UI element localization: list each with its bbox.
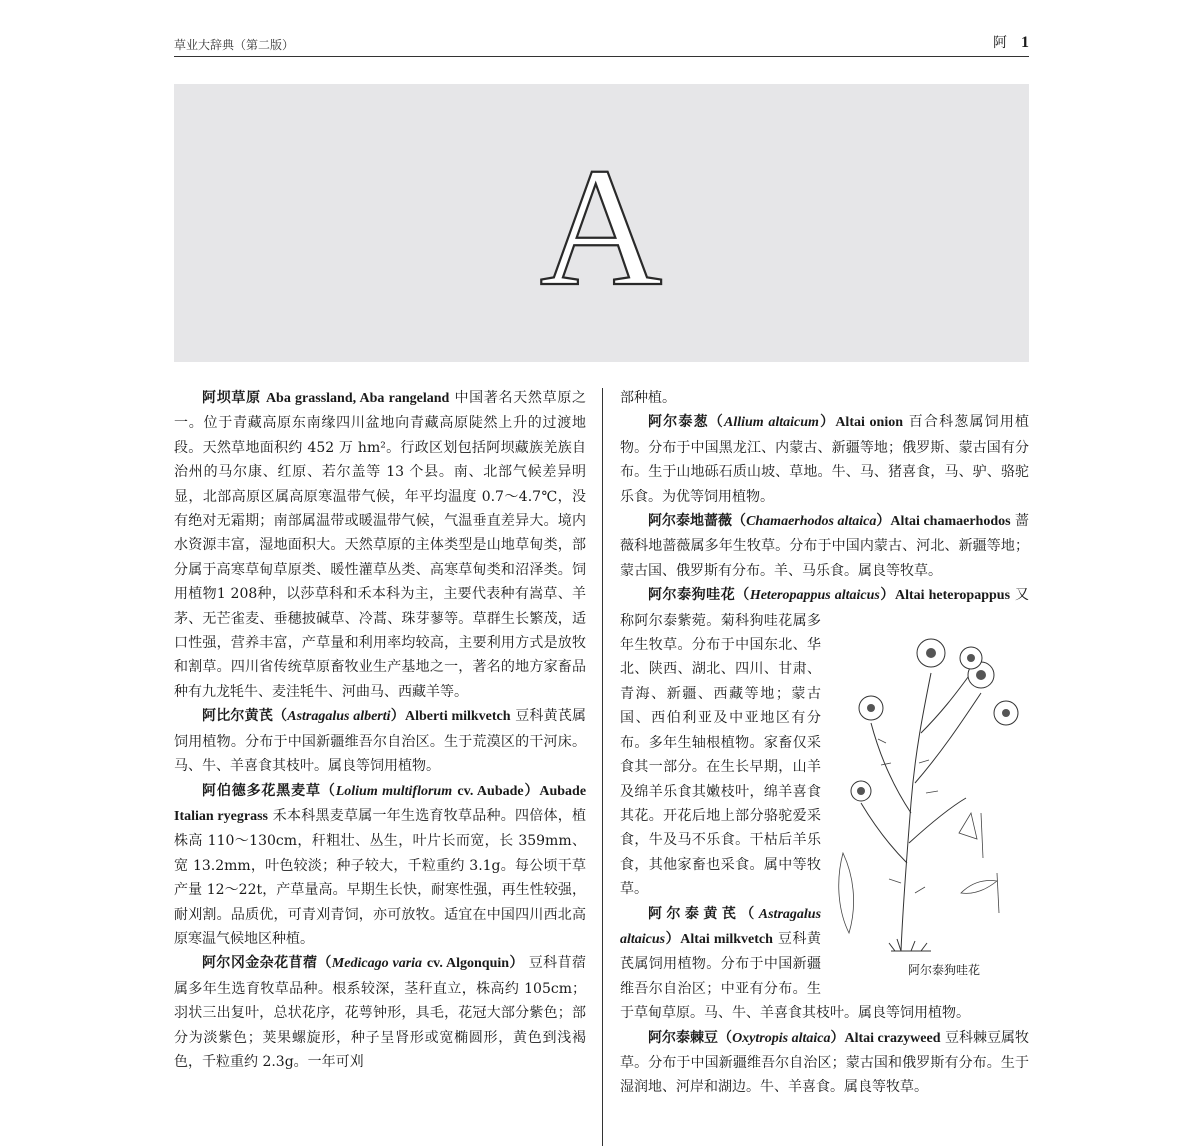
entry-alberti-milkvetch: 阿比尔黄芪（Astragalus alberti）Alberti milkvetch 豆科黄芪属饲用植物。分布于中国新疆维吾尔自治区。生于荒漠区的干河床。马、牛、羊喜食其枝叶。属良等饲用植物。 — [174, 708, 587, 775]
headword: 阿尔泰葱 — [648, 414, 709, 431]
figure-caption: 阿尔泰狗哇花 — [907, 962, 980, 977]
latin-name: Chamaerhodos altaica — [746, 514, 877, 530]
headword: 阿尔冈金杂花苜蓿 — [202, 955, 318, 972]
entry-aubade-ryegrass: 阿伯德多花黑麦草（Lolium multiflorum cv. Aubade）Aubade Italian ryegrass 禾本科黑麦草属一年生选育牧草品种。四倍体，植株高 110～130cm，秆粗壮、丛生，叶片长而宽，长 359mm、宽 13.2mm，叶色较淡；种子较大，千粒重约 3.1g。每公顷干草产量 12～22t，产草量高。早期生长快，耐寒性强，再生性较强，耐刈割。品质优，可青刈青饲，亦可放牧。适宜在中国四川西北高原寒温气候地区种植。 — [174, 782, 587, 947]
entry-aba-grassland — [174, 386, 586, 704]
section-letter-graphic — [174, 84, 1029, 362]
cultivar: cv. Algonquin — [426, 956, 510, 972]
headword: 阿尔泰黄芪 — [648, 905, 741, 922]
entry-altai-milkvetch: 阿尔泰黄芪（Astragalus altaicus）Altai milkvetch 豆科黄芪属饲用植物。分布于中国新疆维吾尔自治区；中亚有分布。生于草甸草原。马、牛、羊喜食其枝叶。属良等饲用植物。 — [620, 905, 970, 1022]
latin-name: Allium altaicum — [723, 415, 819, 431]
left-column — [174, 386, 586, 1074]
latin-name: Medicago varia — [331, 956, 423, 972]
english-term: Altai chamaerhodos — [890, 514, 1011, 530]
english-term: Aba grassland, Aba rangeland — [265, 391, 450, 406]
definition: 又称阿尔泰紫菀。菊科狗哇花属多年生牧草。分布于中国东北、华北、陕西、湖北、四川、甘肃、青海、新疆、西藏等地；蒙古国、西伯利亚及中亚地区有分布。多年生轴根植物。家畜仅采食其一部分。在生长早期，山羊及绵羊乐食其嫩枝叶，绵羊喜食其花。开花后地上部分骆驼爱采食，牛及马不乐食。干枯后羊乐食，其他家畜也采食。属中等牧草。 — [620, 587, 1030, 898]
definition: 禾本科黑麦草属一年生选育牧草品种。四倍体，植株高 110～130cm，秆粗壮、丛生，叶片长而宽，长 359mm、宽 13.2mm，叶色较淡；种子较大，千粒重约 3.1g。每公顷干草产量 12～22t，产草量高。早期生长快，耐寒性强，再生性较强，耐刈割。品质优，可青刈青饲，亦可放牧。适宜在中国四川西北高原寒温气候地区种植。 — [174, 807, 587, 947]
english-term: Altai onion — [835, 415, 904, 431]
english-term: Altai milkvetch — [680, 931, 773, 947]
column-divider — [602, 388, 603, 1146]
entry-altai-crazyweed: 阿尔泰棘豆（Oxytropis altaica）Altai crazyweed 豆科棘豆属牧草。分布于中国新疆维吾尔自治区；蒙古国和俄罗斯有分布。生于湿润地、河岸和湖边。牛、羊喜食。属良等牧草。 — [620, 1029, 1030, 1096]
latin-name: Astragalus alberti — [287, 709, 391, 725]
english-term: Altai heteropappus — [894, 588, 1011, 604]
section-char: 阿 — [993, 35, 1007, 51]
right-column — [620, 386, 1029, 1100]
cultivar: cv. Aubade — [457, 783, 524, 799]
headword: 阿尔泰狗哇花 — [648, 587, 736, 604]
definition: 豆科棘豆属牧草。分布于中国新疆维吾尔自治区；蒙古国和俄罗斯有分布。生于湿润地、河岸和湖边。牛、羊喜食。属良等牧草。 — [620, 1029, 1030, 1096]
english-term: Alberti milkvetch — [404, 709, 511, 725]
english-term: Aubade Italian ryegrass — [174, 783, 587, 824]
plant-illustration — [831, 613, 1029, 978]
headword: 阿尔泰地蔷薇 — [648, 513, 733, 530]
latin-name: Astragalus altaicus — [620, 906, 822, 947]
header-right — [993, 32, 1029, 52]
definition: 百合科葱属饲用植物。分布于中国黑龙江、内蒙古、新疆等地；俄罗斯、蒙古国有分布。生于山地砾石质山坡、草地。牛、马、猪喜食，马、驴、骆驼乐食。为优等饲用植物。 — [620, 414, 1030, 505]
latin-name: Heteropappus altaicus — [749, 588, 880, 604]
definition: 蔷薇科地蔷薇属多年生牧草。分布于中国内蒙古、河北、新疆等地；蒙古国、俄罗斯有分布。羊、马乐食。属良等牧草。 — [620, 513, 1030, 579]
definition: 豆科苜蓿属多年生选育牧草品种。根系较深，茎秆直立，株高约 105cm；羽状三出复叶，总状花序，花萼钟形，具毛，花冠大部分紫色；部分为淡紫色；荚果螺旋形，种子呈肾形或宽椭圆形，黄色到浅褐色，千粒重约 2.3g。一年可刈 — [174, 955, 587, 1070]
heteropappus-drawing — [831, 613, 1029, 958]
book-title: 草业大辞典（第二版） — [174, 38, 295, 52]
entry-algonquin-alfalfa: 阿尔冈金杂花苜蓿（Medicago varia cv. Algonquin） 豆科苜蓿属多年生选育牧草品种。根系较深，茎秆直立，株高约 105cm；羽状三出复叶，总状花序，花萼钟形，具毛，花冠大部分紫色；部分为淡紫色；荚果螺旋形，种子呈肾形或宽椭圆形，黄色到浅褐色，千粒重约 2.3g。一年可刈 — [174, 955, 587, 1070]
section-letter: A — [539, 133, 663, 321]
entry-altai-chamaerhodos: 阿尔泰地蔷薇（Chamaerhodos altaica）Altai chamaerhodos 蔷薇科地蔷薇属多年生牧草。分布于中国内蒙古、河北、新疆等地；蒙古国、俄罗斯有分布。羊、马乐食。属良等牧草。 — [620, 513, 1030, 579]
definition: 豆科黄芪属饲用植物。分布于中国新疆维吾尔自治区。生于荒漠区的干河床。马、牛、羊喜食其枝叶。属良等饲用植物。 — [174, 708, 587, 775]
page-number: 1 — [1021, 34, 1029, 51]
entry-altai-onion: 阿尔泰葱（Allium altaicum）Altai onion 百合科葱属饲用植物。分布于中国黑龙江、内蒙古、新疆等地；俄罗斯、蒙古国有分布。生于山地砾石质山坡、草地。牛、马、猪喜食，马、驴、骆驼乐食。为优等饲用植物。 — [620, 414, 1030, 505]
english-term: Altai crazyweed — [844, 1030, 941, 1046]
continued-text: 部种植。 — [620, 390, 676, 406]
entry-altai-heteropappus: 阿尔泰狗哇花（Heteropappus altaicus）Altai heteropappus 阿尔泰狗哇花 又称阿尔泰紫菀。菊科狗哇花属多年生牧草。分布于中国东北、华北、陕西、湖北、四川、甘肃、青海、新疆、西藏等地；蒙古国、西伯利亚及中亚地区有分布。多年生轴根植物。家畜仅采食其一部分。在生长早期，山羊及绵羊乐食其嫩枝叶，绵羊喜食其花。开花后地上部分骆驼爱采食，牛及马不乐食。干枯后羊乐食，其他家畜也采食。属中等牧草。 — [620, 587, 1030, 977]
running-head — [174, 30, 1029, 57]
headword: 阿伯德多花黑麦草 — [202, 782, 321, 799]
latin-name: Oxytropis altaica — [732, 1030, 831, 1046]
definition: 中国著名天然草原之一。位于青藏高原东南缘四川盆地向青藏高原陡然上升的过渡地段。天然草地面积约 452 万 hm²。行政区划包括阿坝藏族羌族自治州的马尔康、红原、若尔盖等 13 个县。南、北部气候差异明显，北部高原区属高原寒温带气候，年平均温度 0.7～4.7℃，没有绝对无霜期；南部属温带或暖温带气候，气温垂直差异大。境内水资源丰富，湿地面积大。天然草原的主体类型是山地草甸类，部分属于高寒草甸草原类、暖性灌草丛类、高寒草甸类和沼泽类。饲用植物1 208种，以莎草科和禾本科为主，主要代表种有嵩草、羊茅、无芒雀麦、垂穗披碱草、冷蒿、珠芽蓼等。草群生长繁茂，适口性强，营养丰富，产草量和利用率均较高，主要利用方式是放牧和割草。四川省传统草原畜牧业生产基地之一，著名的地方家畜品种有九龙牦牛、麦洼牦牛、河曲马、西藏羊等。 — [174, 390, 587, 700]
headword: 阿尔泰棘豆 — [648, 1029, 719, 1046]
latin-name: Lolium multiflorum — [335, 783, 453, 799]
headword: 阿比尔黄芪 — [202, 708, 274, 725]
section-banner — [174, 84, 1029, 362]
definition: 豆科黄芪属饲用植物。分布于中国新疆维吾尔自治区；中亚有分布。生于草甸草原。马、牛、羊喜食其枝叶。属良等饲用植物。 — [620, 930, 970, 1022]
headword: 阿坝草原 — [202, 390, 261, 406]
